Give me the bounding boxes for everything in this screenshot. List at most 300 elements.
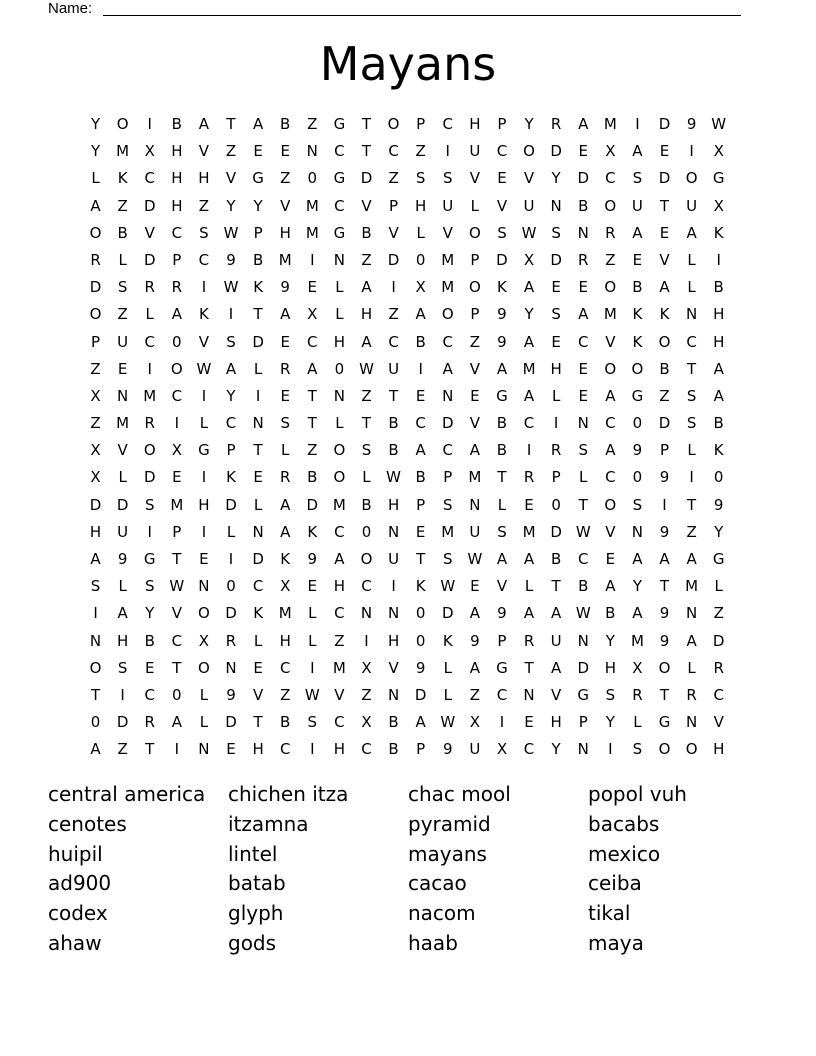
grid-cell: I [255, 386, 261, 405]
grid-cell: E [415, 522, 426, 541]
grid-row [82, 437, 732, 464]
grid-cell: I [689, 468, 694, 487]
grid-cell: O [170, 359, 183, 378]
word-list-row [48, 899, 808, 929]
grid-cell: C [334, 142, 345, 161]
grid-cell: A [280, 305, 291, 324]
grid-cell: E [253, 142, 263, 161]
grid-cell: I [608, 740, 613, 759]
grid-cell: Z [198, 196, 210, 215]
grid-cell: A [171, 305, 182, 324]
grid-cell: R [550, 115, 562, 133]
grid-cell: A [632, 604, 643, 623]
grid-cell: H [713, 740, 725, 759]
grid-cell: B [632, 278, 643, 297]
grid-cell: V [496, 196, 508, 215]
grid-cell: R [578, 250, 589, 269]
name-label: Name: [48, 0, 93, 17]
grid-cell: T [659, 685, 670, 704]
grid-cell: H [604, 658, 616, 677]
grid-cell: C [442, 441, 453, 460]
grid-cell: T [226, 115, 236, 133]
grid-cell: S [144, 495, 155, 514]
grid-cell: S [686, 414, 697, 433]
grid-cell: T [253, 713, 263, 732]
grid-cell: L [199, 685, 209, 704]
grid-cell: D [496, 250, 508, 269]
grid-cell: I [147, 115, 152, 133]
grid-cell: S [117, 278, 128, 297]
word-list-item: central america [48, 782, 206, 806]
word-list-item: lintel [228, 841, 278, 866]
grid-cell: T [687, 495, 697, 514]
grid-cell: C [144, 685, 155, 704]
grid-cell: S [415, 169, 426, 188]
grid-row [82, 546, 732, 573]
grid-row [82, 383, 732, 410]
grid-cell: C [605, 414, 616, 433]
grid-cell: A [469, 658, 480, 677]
grid-cell: 9 [659, 604, 670, 623]
grid-cell: X [713, 196, 724, 215]
grid-cell: C [334, 196, 345, 215]
grid-cell: A [469, 441, 480, 460]
grid-cell: A [307, 359, 318, 378]
grid-cell: H [469, 115, 481, 133]
grid-cell: Z [307, 441, 318, 460]
grid-cell: G [712, 550, 725, 568]
grid-cell: L [714, 577, 723, 596]
grid-cell: N [577, 631, 589, 650]
grid-cell: E [117, 359, 128, 378]
grid-cell: P [578, 713, 588, 732]
grid-cell: E [415, 386, 426, 405]
grid-cell: H [415, 196, 427, 215]
word-list-item: glyph [228, 901, 284, 926]
grid-cell: I [310, 250, 315, 269]
grid-cell: E [470, 577, 480, 596]
grid-cell: B [550, 550, 562, 568]
grid-cell: Y [714, 522, 724, 541]
grid-cell: X [280, 577, 291, 596]
grid-cell: C [496, 685, 508, 704]
grid-cell: M [332, 658, 346, 677]
grid-cell: A [605, 386, 616, 405]
grid-cell: R [713, 658, 724, 677]
grid-cell: Y [90, 115, 101, 133]
grid-cell: I [418, 359, 423, 378]
grid-cell: E [578, 359, 588, 378]
grid-cell: S [117, 658, 128, 677]
grid-cell: U [469, 740, 481, 759]
grid-cell: S [443, 550, 453, 568]
grid-cell: L [335, 414, 344, 433]
grid-cell: S [551, 223, 561, 242]
grid-cell: H [198, 495, 210, 514]
grid-cell: L [199, 713, 209, 732]
grid-cell: R [686, 685, 697, 704]
grid-cell: N [306, 142, 318, 161]
grid-cell: B [117, 223, 128, 242]
grid-cell: C [605, 169, 616, 188]
grid-cell: L [497, 495, 507, 514]
grid-cell: A [605, 577, 616, 596]
grid-cell: M [305, 196, 319, 215]
grid-cell: O [468, 223, 481, 242]
grid-cell: V [144, 223, 155, 242]
grid-cell: B [388, 740, 399, 759]
grid-cell: K [659, 305, 670, 324]
grid-cell: 0 [632, 468, 643, 487]
grid-cell: N [685, 713, 698, 732]
grid-cell: 9 [415, 658, 426, 677]
grid-cell: 0 [415, 250, 426, 269]
grid-cell: B [280, 713, 291, 732]
grid-cell: N [631, 522, 644, 541]
grid-cell: U [442, 196, 454, 215]
grid-cell: B [307, 468, 318, 487]
grid-cell: C [171, 631, 183, 650]
grid-cell: P [470, 250, 480, 269]
grid-cell: L [118, 250, 127, 269]
grid-cell: A [713, 359, 724, 378]
grid-cell: U [117, 522, 129, 541]
grid-cell: N [252, 522, 264, 541]
grid-cell: 9 [497, 332, 507, 351]
grid-cell: K [442, 631, 453, 650]
grid-cell: D [658, 169, 671, 188]
grid-cell: N [198, 740, 210, 759]
grid-cell: L [118, 468, 127, 487]
grid-cell: U [550, 631, 562, 650]
grid-cell: B [605, 604, 616, 623]
grid-cell: C [171, 386, 183, 405]
grid-cell: E [578, 386, 588, 405]
grid-cell: Y [90, 142, 101, 161]
grid-cell: L [687, 441, 696, 460]
grid-cell: X [171, 441, 182, 460]
grid-cell: Z [117, 196, 128, 215]
grid-cell: Y [524, 305, 534, 324]
grid-cell: 9 [442, 740, 453, 759]
grid-cell: C [496, 142, 508, 161]
grid-cell: H [360, 305, 373, 324]
grid-cell: E [632, 250, 643, 269]
grid-cell: O [198, 604, 210, 623]
grid-cell: Y [226, 386, 236, 405]
grid-cell: X [90, 441, 101, 460]
grid-cell: Y [605, 631, 615, 650]
grid-cell: X [198, 631, 210, 650]
grid-cell: V [659, 250, 670, 269]
grid-cell: K [226, 468, 236, 487]
grid-cell: T [307, 386, 317, 405]
grid-cell: O [604, 359, 617, 378]
grid-cell: 9 [226, 685, 236, 704]
grid-cell: O [685, 169, 698, 188]
grid-cell: A [686, 631, 697, 650]
grid-cell: V [198, 142, 210, 161]
grid-cell: D [116, 713, 129, 732]
grid-cell: A [496, 359, 508, 378]
grid-row [82, 193, 732, 220]
grid-cell: A [90, 740, 101, 759]
grid-cell: B [388, 713, 399, 732]
grid-cell: V [171, 604, 182, 623]
grid-cell: V [551, 685, 562, 704]
grid-cell: T [90, 685, 101, 704]
grid-cell: Z [469, 332, 480, 351]
grid-cell: P [497, 631, 507, 650]
grid-cell: H [171, 196, 183, 215]
grid-cell: C [577, 550, 589, 568]
grid-cell: L [226, 522, 236, 541]
grid-cell: I [689, 142, 694, 161]
word-list-item: cacao [408, 871, 467, 896]
letter-grid [82, 111, 732, 764]
grid-cell: 9 [659, 631, 670, 650]
grid-cell: 9 [470, 631, 480, 650]
grid-cell: 9 [632, 441, 643, 460]
grid-cell: R [523, 468, 535, 487]
grid-cell: V [523, 169, 535, 188]
grid-cell: V [469, 169, 480, 188]
grid-cell: A [632, 142, 643, 161]
grid-cell: L [687, 250, 696, 269]
grid-cell: A [225, 359, 237, 378]
grid-row [82, 329, 732, 356]
grid-cell: L [308, 631, 317, 650]
word-list-item: pyramid [408, 811, 491, 836]
grid-cell: M [278, 604, 292, 623]
grid-cell: T [172, 550, 182, 568]
grid-cell: K [117, 169, 128, 188]
grid-row [82, 492, 732, 519]
grid-cell: G [496, 658, 508, 677]
grid-cell: K [280, 550, 291, 568]
grid-cell: V [388, 223, 399, 242]
grid-cell: C [442, 115, 453, 133]
grid-cell: R [632, 685, 643, 704]
grid-cell: M [143, 386, 157, 405]
grid-cell: I [147, 359, 152, 378]
grid-cell: P [389, 196, 399, 215]
grid-cell: W [359, 359, 374, 378]
grid-cell: S [686, 386, 697, 405]
grid-cell: L [308, 604, 317, 623]
grid-cell: E [253, 658, 263, 677]
grid-cell: R [144, 278, 155, 297]
grid-cell: A [415, 305, 426, 324]
grid-cell: X [605, 142, 616, 161]
grid-cell: C [307, 332, 318, 351]
grid-cell: Z [280, 169, 291, 188]
grid-cell: S [632, 740, 643, 759]
grid-cell: L [470, 196, 480, 215]
grid-cell: P [416, 495, 426, 514]
grid-cell: D [712, 631, 725, 650]
grid-cell: Z [388, 169, 399, 188]
grid-cell: O [333, 468, 346, 487]
grid-cell: I [716, 250, 721, 269]
grid-cell: P [226, 441, 236, 460]
grid-cell: C [334, 713, 345, 732]
grid-cell: R [90, 250, 101, 269]
grid-cell: I [228, 550, 234, 568]
grid-cell: 9 [307, 550, 318, 568]
grid-cell: S [90, 577, 101, 596]
grid-cell: A [523, 604, 535, 623]
grid-cell: D [441, 604, 454, 623]
grid-cell: R [523, 631, 535, 650]
grid-cell: I [499, 713, 505, 732]
grid-cell: V [605, 522, 616, 541]
grid-cell: D [225, 604, 237, 623]
grid-cell: S [632, 495, 643, 514]
grid-cell: Z [361, 386, 372, 405]
grid-cell: T [361, 115, 372, 133]
grid-cell: C [252, 577, 264, 596]
grid-cell: H [252, 740, 264, 759]
grid-cell: A [659, 550, 670, 568]
grid-cell: P [416, 740, 426, 759]
grid-cell: W [223, 278, 239, 297]
grid-cell: B [578, 196, 589, 215]
grid-cell: L [253, 631, 263, 650]
word-list-row [48, 869, 808, 899]
grid-cell: D [550, 250, 562, 269]
grid-cell: N [333, 386, 345, 405]
grid-cell: 0 [632, 414, 643, 433]
grid-cell: C [442, 332, 453, 351]
grid-cell: I [445, 142, 450, 161]
grid-cell: D [143, 196, 156, 215]
grid-cell: U [469, 142, 481, 161]
page-title: Mayans [319, 37, 497, 91]
grid-cell: E [470, 386, 480, 405]
grid-row [82, 247, 732, 274]
grid-cell: I [201, 468, 207, 487]
grid-cell: A [280, 495, 291, 514]
grid-row [82, 464, 732, 491]
grid-cell: V [361, 196, 372, 215]
grid-cell: X [415, 278, 426, 297]
grid-cell: Z [334, 631, 345, 650]
grid-cell: R [279, 468, 291, 487]
grid-cell: A [334, 550, 345, 568]
grid-cell: A [632, 550, 643, 568]
grid-cell: 0 [172, 332, 182, 351]
grid-cell: N [550, 196, 562, 215]
word-list-row [48, 810, 808, 840]
grid-cell: K [253, 278, 264, 297]
grid-cell: O [523, 142, 535, 161]
grid-cell: E [659, 142, 670, 161]
grid-cell: M [603, 305, 617, 324]
grid-cell: V [280, 196, 291, 215]
grid-cell: A [171, 713, 182, 732]
grid-cell: C [686, 332, 697, 351]
grid-cell: A [361, 332, 372, 351]
grid-cell: O [631, 359, 644, 378]
grid-cell: B [144, 631, 155, 650]
grid-cell: L [579, 468, 588, 487]
grid-cell: L [335, 305, 344, 324]
grid-cell: B [388, 414, 399, 433]
grid-cell: H [117, 631, 129, 650]
grid-cell: I [120, 685, 125, 704]
grid-cell: Z [686, 522, 697, 541]
grid-cell: C [279, 740, 291, 759]
grid-cell: C [523, 740, 535, 759]
grid-cell: C [225, 414, 237, 433]
grid-cell: A [523, 332, 535, 351]
grid-cell: 0 [172, 685, 182, 704]
grid-cell: P [253, 223, 263, 242]
word-list-item: cenotes [48, 811, 127, 836]
grid-cell: M [441, 522, 455, 541]
grid-cell: D [225, 713, 237, 732]
grid-cell: K [632, 332, 643, 351]
grid-cell: I [553, 414, 559, 433]
grid-cell: S [605, 685, 616, 704]
grid-cell: T [497, 468, 507, 487]
grid-cell: M [305, 223, 319, 242]
grid-cell: X [469, 713, 480, 732]
grid-cell: N [523, 685, 535, 704]
grid-cell: B [388, 441, 399, 460]
grid-cell: E [307, 577, 318, 596]
grid-cell: L [443, 658, 452, 677]
grid-row [82, 410, 732, 437]
grid-cell: C [171, 223, 183, 242]
grid-cell: N [333, 250, 345, 269]
grid-cell: V [334, 685, 345, 704]
grid-cell: Z [388, 305, 399, 324]
grid-cell: L [362, 468, 371, 487]
grid-cell: E [578, 278, 588, 297]
grid-cell: N [387, 522, 400, 541]
grid-cell: M [685, 577, 699, 596]
grid-cell: A [686, 223, 697, 242]
grid-cell: K [253, 604, 264, 623]
grid-cell: A [551, 604, 562, 623]
grid-cell: I [391, 577, 396, 596]
grid-cell: B [578, 577, 589, 596]
grid-cell: 9 [117, 550, 128, 568]
grid-cell: Z [415, 142, 426, 161]
grid-cell: W [467, 550, 483, 568]
grid-cell: V [117, 441, 128, 460]
name-line[interactable] [103, 15, 741, 16]
grid-cell: R [171, 278, 183, 297]
grid-cell: Z [280, 685, 291, 704]
grid-cell: T [659, 196, 670, 215]
word-list-row [48, 780, 808, 810]
grid-cell: G [631, 386, 644, 405]
grid-cell: 9 [226, 250, 236, 269]
grid-cell: X [307, 305, 318, 324]
grid-row [82, 736, 732, 763]
grid-cell: I [310, 740, 315, 759]
grid-cell: N [387, 685, 400, 704]
grid-cell: Y [524, 115, 534, 133]
grid-cell: L [443, 685, 452, 704]
grid-cell: Y [253, 196, 263, 215]
grid-cell: M [116, 142, 130, 161]
grid-cell: D [116, 495, 129, 514]
grid-cell: S [226, 332, 236, 351]
